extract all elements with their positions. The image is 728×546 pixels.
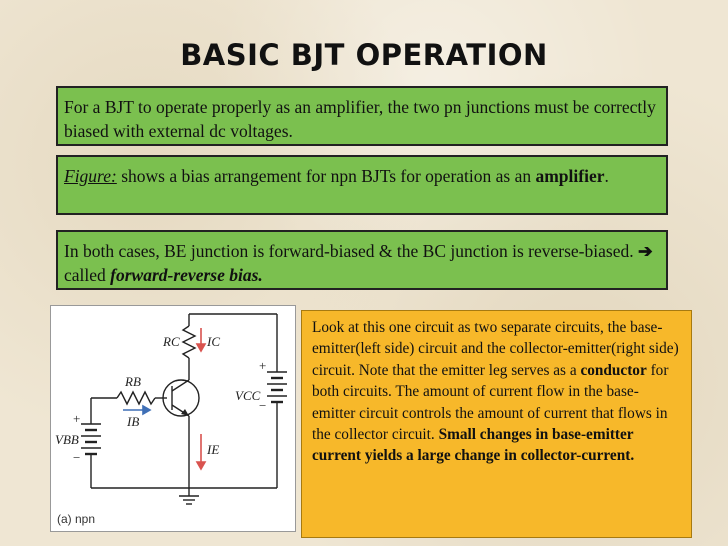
circuit-svg [51, 306, 297, 533]
bias-box [56, 230, 668, 290]
page-title: BASIC BJT OPERATION [180, 38, 548, 72]
ie-label: IE [207, 442, 220, 457]
circuit-caption: (a) npn [57, 512, 96, 526]
explanation-box [301, 310, 692, 538]
npn-circuit-diagram [50, 305, 296, 532]
vbb-label: VBB [55, 432, 79, 447]
arrow-icon: ➔ [637, 241, 653, 261]
intro-box [56, 86, 668, 146]
rc-label: RC [163, 334, 180, 349]
bias-term: forward-reverse bias. [110, 265, 263, 285]
figure-label: Figure: [64, 166, 117, 186]
rb-label: RB [125, 374, 141, 389]
bias-text: In both cases, BE junction is forward-biased & the BC junction is reverse-biased. [64, 241, 638, 261]
figure-box [56, 155, 668, 215]
ic-label: IC [207, 334, 220, 349]
conductor-word: conductor [580, 361, 647, 379]
vcc-plus: + [259, 358, 267, 373]
called-text: called [64, 265, 111, 285]
vbb-minus: − [73, 450, 81, 465]
vcc-label: VCC [235, 388, 261, 403]
explanation-text2: for both circuits. The amount of current flow in the base-emitter circuit controls the amount of current that flows in the collector circuit. [312, 361, 669, 444]
vbb-plus: + [73, 411, 81, 426]
explanation-conclusion: Small changes in base-emitter current yields a large change in collector-current. [312, 426, 635, 465]
vcc-minus: − [259, 398, 267, 413]
figure-end: . [604, 166, 609, 186]
ib-label: IB [127, 414, 140, 429]
amplifier-word: amplifier [535, 166, 605, 186]
explanation-text: Look at this one circuit as two separate circuits, the base-emitter(left side) circuit and the collector-emitter(right side) circuit. Note that the emitter leg serves as a [312, 319, 679, 379]
intro-text: For a BJT to operate properly as an amplifier, the two pn junctions must be correctly biased with external dc voltages. [64, 97, 656, 141]
figure-text: shows a bias arrangement for npn BJTs for operation as an [116, 166, 536, 186]
